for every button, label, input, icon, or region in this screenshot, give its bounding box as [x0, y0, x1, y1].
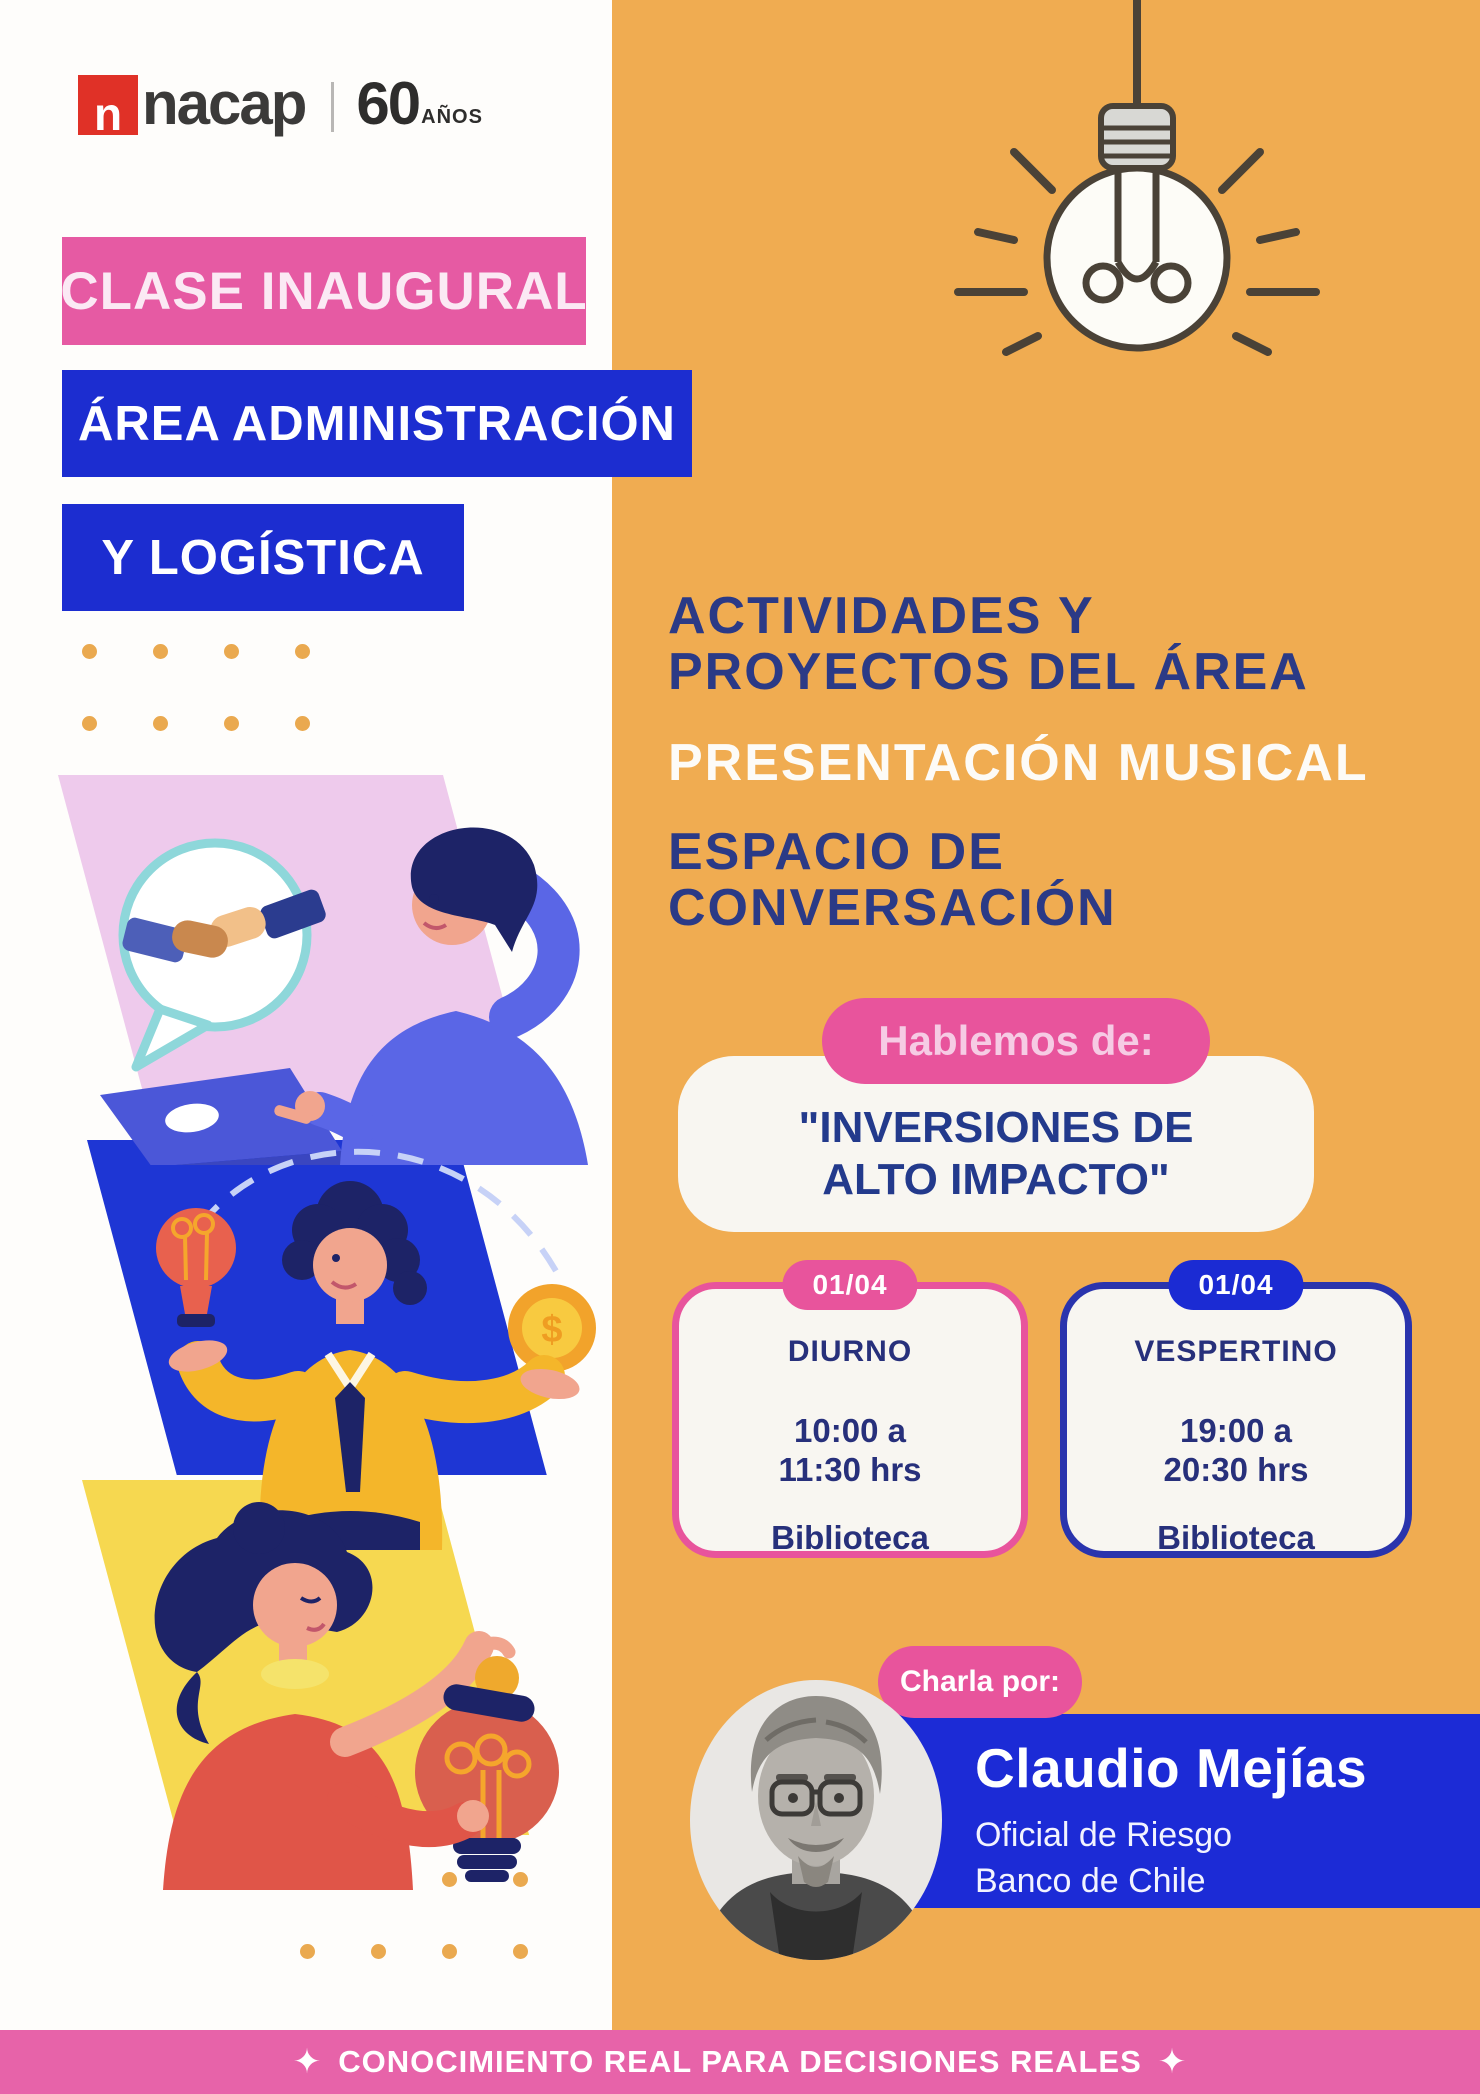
- decorative-dot: [224, 716, 239, 731]
- idea-bulb-icon: [156, 1208, 236, 1327]
- decorative-dot: [224, 644, 239, 659]
- footer-tagline: CONOCIMIENTO REAL PARA DECISIONES REALES: [338, 2044, 1142, 2079]
- decorative-dot: [82, 644, 97, 659]
- agenda-item-actividades: [668, 588, 1309, 700]
- session-name: VESPERTINO: [1134, 1335, 1338, 1368]
- decorative-dot: [153, 716, 168, 731]
- star-icon: ✦: [1157, 2043, 1188, 2081]
- speaker-name: Claudio Mejías: [975, 1737, 1368, 1799]
- inacap-wordmark: nacap: [142, 70, 306, 137]
- illustration-woman-bulb-savings: [45, 1470, 585, 1890]
- topic-line1: "INVERSIONES DE: [798, 1103, 1194, 1152]
- speaker-label-pill: Charla por:: [878, 1646, 1082, 1718]
- decorative-dot: [371, 1944, 386, 1959]
- agenda-item-espacio-line1: ESPACIO DE: [668, 823, 1005, 881]
- agenda-item-actividades-line1: ACTIVIDADES Y: [668, 587, 1095, 645]
- session-place: Biblioteca: [771, 1519, 929, 1556]
- topic-label-pill: Hablemos de:: [822, 998, 1210, 1084]
- decorative-dot: [153, 644, 168, 659]
- session-time-start: 10:00 a: [794, 1412, 906, 1449]
- illustration-handshake-chat: [40, 765, 600, 1165]
- agenda-item-actividades-line2: PROYECTOS DEL ÁREA: [668, 643, 1309, 701]
- decorative-dot: [295, 716, 310, 731]
- banner-area-administracion: ÁREA ADMINISTRACIÓN: [62, 370, 692, 477]
- anniversary-number: 60: [356, 70, 420, 137]
- decorative-dot: [513, 1944, 528, 1959]
- session-name: DIURNO: [787, 1335, 913, 1368]
- session-time-end: 20:30 hrs: [1163, 1451, 1309, 1488]
- agenda-item-espacio: [668, 824, 1117, 936]
- decorative-dot: [295, 644, 310, 659]
- session-time: [1164, 1411, 1309, 1489]
- session-card-diurno: [672, 1269, 1028, 1558]
- inacap-logo-letter: n: [93, 88, 123, 140]
- session-time-end: 11:30 hrs: [778, 1451, 922, 1488]
- topic-line2: ALTO IMPACTO": [822, 1155, 1170, 1204]
- session-date-badge: 01/04: [782, 1260, 917, 1310]
- footer-tagline-bar: [0, 2030, 1480, 2094]
- session-card-vespertino: [1060, 1269, 1412, 1558]
- dot-grid-top: [82, 644, 310, 731]
- decorative-dot: [82, 716, 97, 731]
- anniversary-word: AÑOS: [421, 106, 483, 128]
- session-date-badge: 01/04: [1168, 1260, 1303, 1310]
- logo-divider: [331, 82, 334, 132]
- hanging-lightbulb-icon: [950, 0, 1320, 410]
- banner-y-logistica: Y LOGÍSTICA: [62, 504, 464, 611]
- speaker-organization: Banco de Chile: [975, 1862, 1206, 1900]
- star-icon: ✦: [292, 2043, 323, 2081]
- session-time-start: 19:00 a: [1180, 1412, 1292, 1449]
- speaker-role: Oficial de Riesgo: [975, 1816, 1233, 1854]
- banner-clase-inaugural: CLASE INAUGURAL: [62, 237, 586, 345]
- session-place: Biblioteca: [1157, 1519, 1315, 1556]
- agenda-item-espacio-line2: CONVERSACIÓN: [668, 879, 1117, 937]
- decorative-dot: [300, 1944, 315, 1959]
- decorative-dot: [442, 1944, 457, 1959]
- speaker-photo: [690, 1680, 942, 1960]
- inacap-logo: [78, 72, 483, 142]
- agenda-item-presentacion: PRESENTACIÓN MUSICAL: [668, 734, 1369, 792]
- handshake-icon: [121, 843, 328, 1067]
- inacap-logo-mark: [78, 75, 138, 140]
- svg-text:$: $: [541, 1309, 563, 1351]
- session-time: [778, 1411, 921, 1489]
